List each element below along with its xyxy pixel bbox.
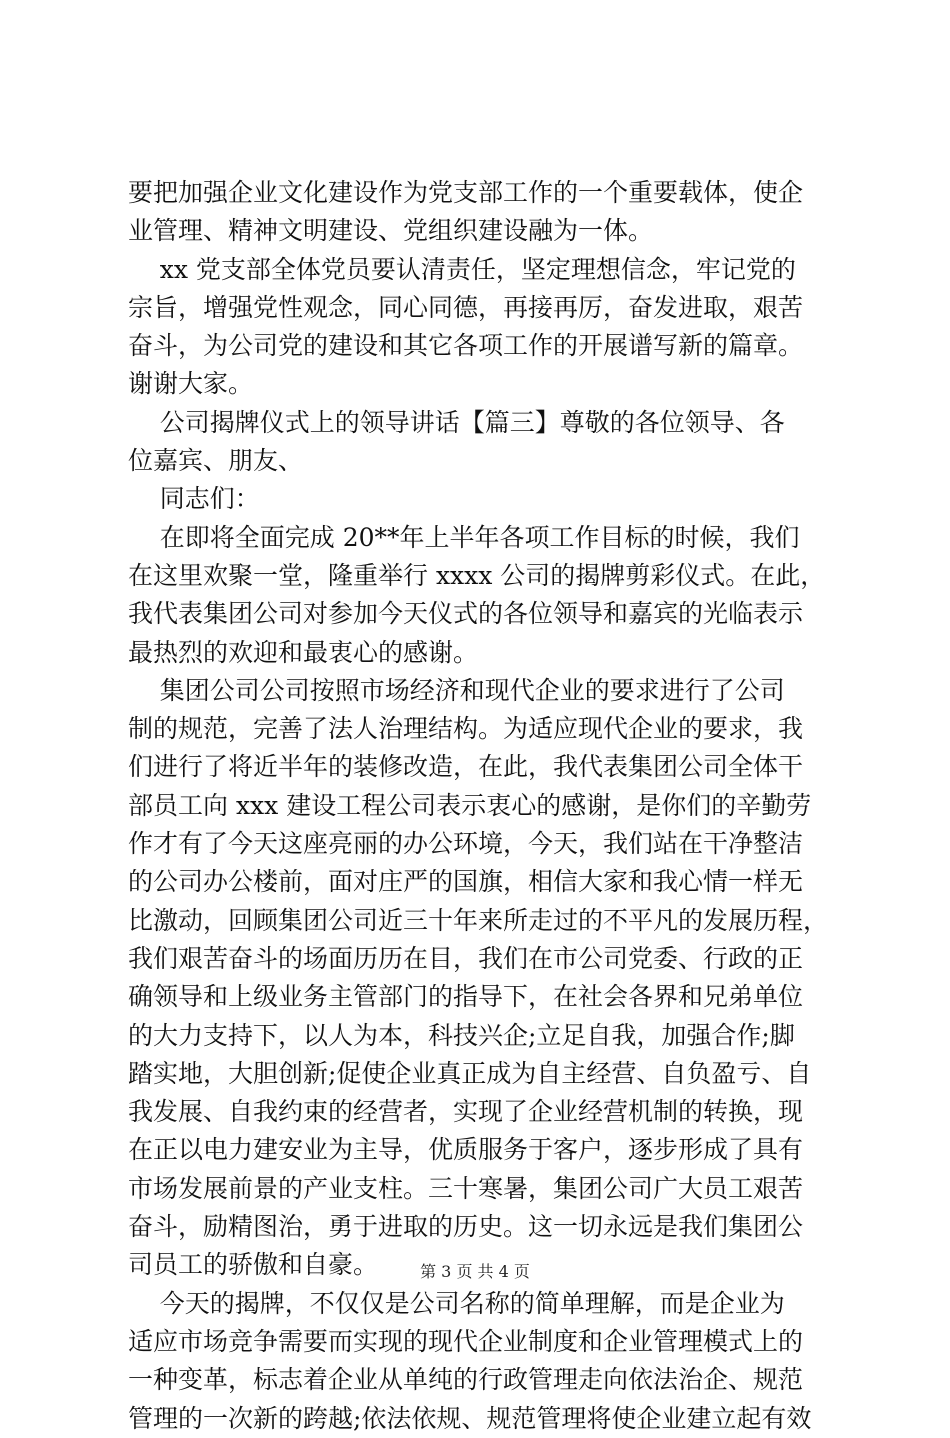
- body-text: [128, 174, 834, 1438]
- text-line: 市场发展前景的产业支柱。三十寒暑，集团公司广大员工艰苦: [128, 1173, 804, 1203]
- text-line: 比激动，回顾集团公司近三十年来所走过的不平凡的发展历程，: [128, 905, 829, 935]
- text-line: 管理的一次新的跨越;依法依规、规范管理将使企业建立起有效: [128, 1403, 812, 1433]
- text-line: 同志们：: [128, 484, 260, 514]
- text-line: 要把加强企业文化建设作为党支部工作的一个重要载体，使企: [128, 178, 804, 207]
- text-line: 谢谢大家。: [128, 369, 254, 399]
- text-line: 适应市场竞争需要而实现的现代企业制度和企业管理模式上的: [128, 1326, 804, 1356]
- text-line: 宗旨，增强党性观念，同心同德，再接再厉，奋发进取，艰苦: [128, 292, 804, 322]
- text-line: 作才有了今天这座亮丽的办公环境，今天，我们站在干净整洁: [128, 829, 804, 859]
- text-line: 踏实地，大胆创新;促使企业真正成为自主经营、自负盈亏、自: [128, 1058, 812, 1088]
- text-line: 制的规范，完善了法人治理结构。为适应现代企业的要求，我: [128, 714, 804, 744]
- text-line: 集团公司公司按照市场经济和现代企业的要求进行了公司: [128, 675, 785, 705]
- text-line: 今天的揭牌，不仅仅是公司名称的简单理解，而是企业为: [128, 1288, 785, 1318]
- text-line: 们进行了将近半年的装修改造，在此，我代表集团公司全体干: [128, 752, 804, 782]
- text-line: 奋斗，为公司党的建设和其它各项工作的开展谱写新的篇章。: [128, 331, 804, 361]
- text-line: 最热烈的欢迎和最衷心的感谢。: [128, 637, 479, 667]
- text-line: 在这里欢聚一堂，隆重举行 xxxx 公司的揭牌剪彩仪式。在此，: [128, 560, 826, 590]
- text-line: 部员工向 xxx 建设工程公司表示衷心的感谢，是你们的辛勤劳: [128, 790, 812, 820]
- text-line: 业管理、精神文明建设、党组织建设融为一体。: [128, 216, 654, 246]
- text-line: 确领导和上级业务主管部门的指导下，在社会各界和兄弟单位: [128, 982, 804, 1012]
- text-line: xx 党支部全体党员要认清责任，坚定理想信念，牢记党的: [128, 254, 796, 284]
- text-line: 奋斗，励精图治，勇于进取的历史。这一切永远是我们集团公: [128, 1212, 804, 1242]
- text-line: 在正以电力建安业为主导，优质服务于客户，逐步形成了具有: [128, 1135, 804, 1165]
- text-line: 公司揭牌仪式上的领导讲话【篇三】尊敬的各位领导、各: [128, 407, 785, 437]
- text-line: 位嘉宾、朋友、: [128, 446, 304, 476]
- text-line: 司员工的骄傲和自豪。: [128, 1250, 379, 1280]
- page-footer: 第 3 页 共 4 页: [420, 1262, 530, 1281]
- text-line: 我代表集团公司对参加今天仪式的各位领导和嘉宾的光临表示: [128, 599, 804, 629]
- text-line: 的大力支持下，以人为本，科技兴企;立足自我，加强合作;脚: [128, 1020, 795, 1050]
- text-line: 我们艰苦奋斗的场面历历在目，我们在市公司党委、行政的正: [128, 943, 804, 973]
- text-line: 一种变革，标志着企业从单纯的行政管理走向依法治企、规范: [128, 1365, 804, 1395]
- text-line: 在即将全面完成 20**年上半年各项工作目标的时候，我们: [128, 522, 800, 552]
- text-line: 的公司办公楼前，面对庄严的国旗，相信大家和我心情一样无: [128, 867, 804, 897]
- text-line: 我发展、自我约束的经营者，实现了企业经营机制的转换，现: [128, 1097, 804, 1127]
